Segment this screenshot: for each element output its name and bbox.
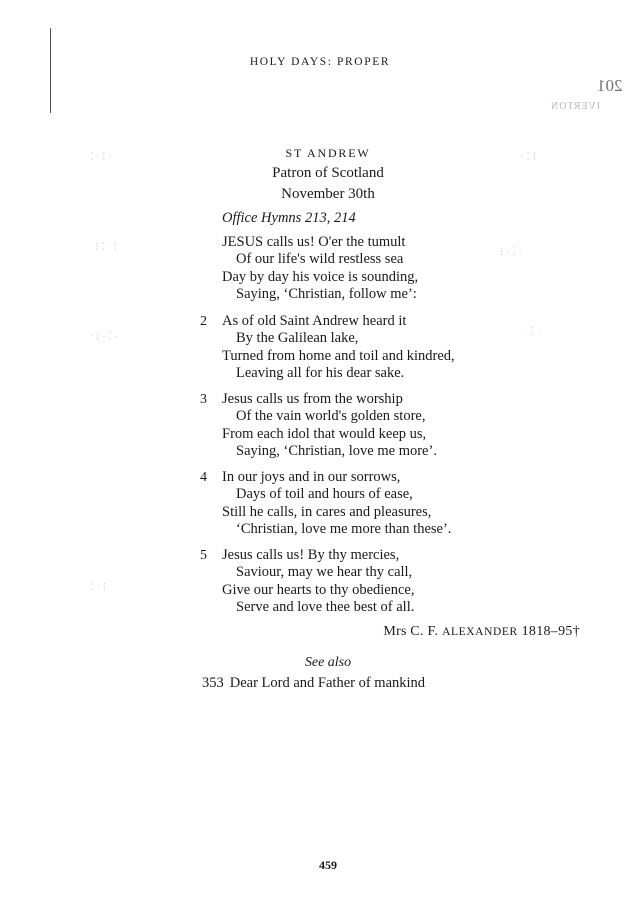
- author-attribution: [383, 624, 580, 640]
- show-through-page-number: 201: [596, 76, 622, 95]
- office-hymns-reference: Office Hymns 213, 214: [222, 210, 356, 226]
- show-through-speck: ˑ ⁚ ·: [525, 326, 541, 338]
- verse-line: Turned from home and toil and kindred,: [222, 347, 455, 364]
- cross-reference-number: 353: [202, 675, 224, 691]
- author-surname: ALEXANDER: [442, 626, 518, 638]
- show-through-speck: ˑ ⁝ · ⁚ ·: [90, 331, 119, 343]
- stanza-number: 4: [200, 470, 207, 485]
- author-honorific: Mrs: [383, 624, 407, 639]
- verse-line: Jesus calls us from the worship: [222, 391, 403, 407]
- verse-line: Days of toil and hours of ease,: [236, 486, 413, 503]
- feast-subtitle: Patron of Scotland: [272, 165, 384, 181]
- verse-line: Serve and love thee best of all.: [236, 598, 415, 615]
- author-dates: 1818–95†: [521, 624, 580, 639]
- verse-line: ‘Christian, love me more than these’.: [236, 520, 452, 537]
- verse-line: As of old Saint Andrew heard it: [222, 313, 407, 329]
- verse-line: Leaving all for his dear sake.: [236, 364, 405, 381]
- show-through-text: IVERTON: [549, 101, 600, 112]
- verse-line: Saying, ‘Christian, love me more’.: [236, 442, 437, 459]
- show-through-speck: ⁝ ⁚ ˑ ⁝: [95, 241, 117, 253]
- show-through-speck: · ⁚ ⁝: [520, 151, 537, 163]
- verse-line: Of our life's wild restless sea: [236, 251, 404, 268]
- stanza-4: [222, 469, 451, 538]
- verse-line: Of the vain world's golden store,: [236, 408, 426, 425]
- stanza-number: 3: [200, 392, 207, 407]
- cross-reference: [202, 675, 425, 692]
- verse-line: Give our hearts to thy obedience,: [222, 581, 415, 598]
- show-through-speck: ⁚ ˑ ⁝ ·: [90, 151, 112, 163]
- feast-title: ST ANDREW: [285, 146, 371, 160]
- verse-line: Saviour, may we hear thy call,: [236, 564, 413, 581]
- cross-reference-title: Dear Lord and Father of mankind: [229, 675, 426, 691]
- stanza-2: [222, 313, 455, 382]
- verse-line: Day by day his voice is sounding,: [222, 268, 419, 285]
- stanza-1: [222, 234, 418, 303]
- verse-line: Still he calls, in cares and pleasures,: [222, 503, 432, 520]
- page-number: 459: [319, 858, 337, 872]
- verse-line: Saying, ‘Christian, follow me’:: [236, 285, 417, 302]
- show-through-speck: ⁚ · ⁝: [90, 581, 107, 593]
- feast-date: November 30th: [281, 186, 375, 202]
- running-head: HOLY DAYS: PROPER: [249, 56, 391, 68]
- stanza-5: [222, 547, 414, 616]
- binding-shadow-line: [50, 28, 51, 113]
- verse-line: JESUS calls us! O'er the tumult: [222, 234, 406, 250]
- see-also-label: See also: [304, 655, 352, 670]
- verse-line: In our joys and in our sorrows,: [222, 469, 401, 485]
- stanza-number: 2: [200, 314, 207, 329]
- stanza-3: [222, 391, 437, 460]
- author-initials: C. F.: [410, 624, 439, 639]
- show-through-speck: ⁝ · ⁚ ˑ: [500, 246, 522, 258]
- stanza-number: 5: [200, 548, 207, 563]
- verse-line: Jesus calls us! By thy mercies,: [222, 547, 400, 563]
- verse-line: From each idol that would keep us,: [222, 425, 427, 442]
- verse-line: By the Galilean lake,: [236, 330, 359, 347]
